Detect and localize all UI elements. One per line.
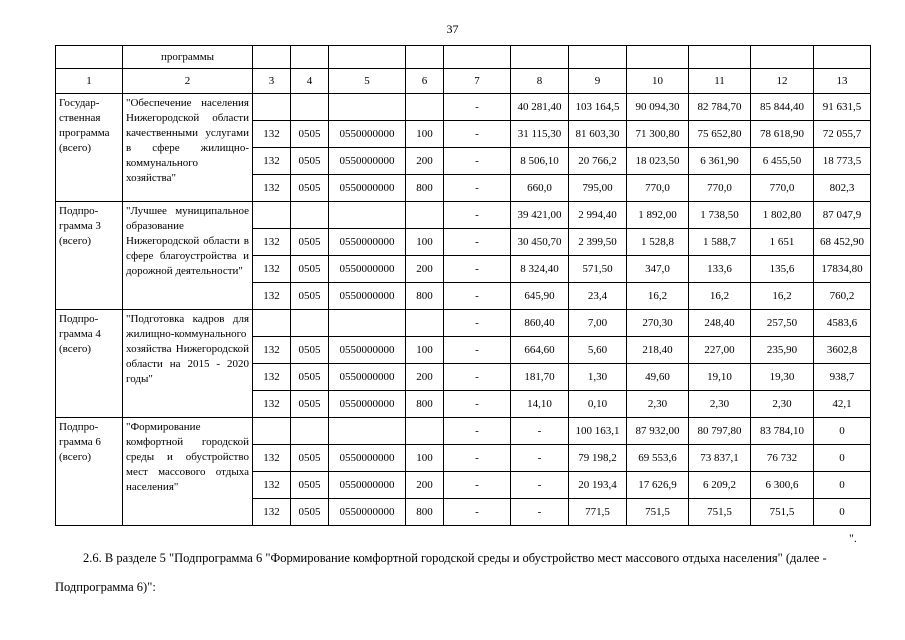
cell-c5: 0550000000 <box>329 256 406 283</box>
cell-c7: - <box>444 499 511 526</box>
cell-c13: 3602,8 <box>814 337 871 364</box>
cell-c9: 20 766,2 <box>569 148 627 175</box>
column-number: 1 <box>56 69 123 94</box>
cell-c8: 645,90 <box>511 283 569 310</box>
cell-c3 <box>253 310 291 337</box>
cell-c12: 83 784,10 <box>751 418 814 445</box>
column-number: 6 <box>406 69 444 94</box>
caption-header: программы <box>123 46 253 69</box>
cell-c13: 0 <box>814 499 871 526</box>
cell-c12: 78 618,90 <box>751 121 814 148</box>
cell-c9: 100 163,1 <box>569 418 627 445</box>
cell-c12: 2,30 <box>751 391 814 418</box>
cell-c11: 248,40 <box>689 310 751 337</box>
cell-c5: 0550000000 <box>329 472 406 499</box>
cell-c3: 132 <box>253 229 291 256</box>
cell-c10: 69 553,6 <box>627 445 689 472</box>
cell-c10: 347,0 <box>627 256 689 283</box>
cell-c10: 71 300,80 <box>627 121 689 148</box>
cell-c11: 80 797,80 <box>689 418 751 445</box>
column-number: 2 <box>123 69 253 94</box>
cell-c6: 800 <box>406 499 444 526</box>
cell-c7: - <box>444 202 511 229</box>
cell-c4: 0505 <box>291 148 329 175</box>
cell-c6: 100 <box>406 445 444 472</box>
cell-c13: 68 452,90 <box>814 229 871 256</box>
cell-c8: 860,40 <box>511 310 569 337</box>
cell-c8: 40 281,40 <box>511 94 569 121</box>
cell-c12: 235,90 <box>751 337 814 364</box>
cell-c3 <box>253 418 291 445</box>
paragraph-text: 2.6. В разделе 5 "Подпрограмма 6 "Формирование комфортной городской среды и обустройство мест массового отдыха населения" (далее - Подпрограмма 6)": <box>55 551 827 594</box>
program-name: Подпро-грамма 3 (всего) <box>56 202 123 310</box>
cell-c4 <box>291 202 329 229</box>
cell-c13: 0 <box>814 472 871 499</box>
column-number: 4 <box>291 69 329 94</box>
cell-c4: 0505 <box>291 229 329 256</box>
cell-c5: 0550000000 <box>329 121 406 148</box>
cell-c3 <box>253 202 291 229</box>
cell-c8: 8 506,10 <box>511 148 569 175</box>
cell-c6: 200 <box>406 148 444 175</box>
cell-c9: 0,10 <box>569 391 627 418</box>
column-number: 7 <box>444 69 511 94</box>
program-description: "Лучшее муниципальное образование Нижегородской области в сфере благоустройства и дорожной деятельности" <box>123 202 253 310</box>
cell-c10: 270,30 <box>627 310 689 337</box>
table-row <box>56 418 871 445</box>
cell-c12: 1 802,80 <box>751 202 814 229</box>
cell-c7: - <box>444 310 511 337</box>
table-row <box>56 94 871 121</box>
cell-c10: 16,2 <box>627 283 689 310</box>
cell-c3: 132 <box>253 148 291 175</box>
column-number: 9 <box>569 69 627 94</box>
cell-c10: 17 626,9 <box>627 472 689 499</box>
cell-c7: - <box>444 256 511 283</box>
cell-c11: 227,00 <box>689 337 751 364</box>
cell-c8: 30 450,70 <box>511 229 569 256</box>
cell-c7: - <box>444 283 511 310</box>
cell-c10: 2,30 <box>627 391 689 418</box>
cell-c10: 87 932,00 <box>627 418 689 445</box>
cell-c11: 75 652,80 <box>689 121 751 148</box>
cell-c4: 0505 <box>291 283 329 310</box>
cell-c7: - <box>444 94 511 121</box>
cell-c13: 18 773,5 <box>814 148 871 175</box>
cell-c8: - <box>511 418 569 445</box>
cell-c10: 218,40 <box>627 337 689 364</box>
cell-c4: 0505 <box>291 391 329 418</box>
cell-c12: 770,0 <box>751 175 814 202</box>
cell-c13: 4583,6 <box>814 310 871 337</box>
cell-c9: 2 994,40 <box>569 202 627 229</box>
program-description: "Формирование комфортной городской среды и обустройство мест массового отдыха населения" <box>123 418 253 526</box>
closing-mark: ". <box>849 531 857 545</box>
cell-c6 <box>406 202 444 229</box>
cell-c13: 938,7 <box>814 364 871 391</box>
cell-c5: 0550000000 <box>329 391 406 418</box>
cell-c9: 5,60 <box>569 337 627 364</box>
cell-c5: 0550000000 <box>329 283 406 310</box>
cell-c6 <box>406 310 444 337</box>
cell-c6: 100 <box>406 121 444 148</box>
cell-c11: 73 837,1 <box>689 445 751 472</box>
cell-c9: 571,50 <box>569 256 627 283</box>
cell-c6: 200 <box>406 256 444 283</box>
cell-c12: 85 844,40 <box>751 94 814 121</box>
cell-c5 <box>329 202 406 229</box>
table-row <box>56 202 871 229</box>
cell-c11: 82 784,70 <box>689 94 751 121</box>
cell-c5: 0550000000 <box>329 229 406 256</box>
cell-c8: 39 421,00 <box>511 202 569 229</box>
cell-c4: 0505 <box>291 364 329 391</box>
cell-c4 <box>291 310 329 337</box>
cell-c7: - <box>444 148 511 175</box>
cell-c9: 20 193,4 <box>569 472 627 499</box>
cell-c8: 660,0 <box>511 175 569 202</box>
cell-c9: 23,4 <box>569 283 627 310</box>
cell-c5 <box>329 310 406 337</box>
cell-c8: - <box>511 472 569 499</box>
cell-c11: 19,10 <box>689 364 751 391</box>
cell-c10: 90 094,30 <box>627 94 689 121</box>
cell-c3: 132 <box>253 121 291 148</box>
cell-c8: - <box>511 499 569 526</box>
column-number: 3 <box>253 69 291 94</box>
cell-c5: 0550000000 <box>329 337 406 364</box>
cell-c6: 100 <box>406 337 444 364</box>
cell-c12: 751,5 <box>751 499 814 526</box>
cell-c12: 19,30 <box>751 364 814 391</box>
cell-c6 <box>406 94 444 121</box>
cell-c13: 17834,80 <box>814 256 871 283</box>
cell-c6: 100 <box>406 229 444 256</box>
cell-c8: 8 324,40 <box>511 256 569 283</box>
cell-c12: 1 651 <box>751 229 814 256</box>
cell-c13: 802,3 <box>814 175 871 202</box>
cell-c5 <box>329 418 406 445</box>
cell-c11: 770,0 <box>689 175 751 202</box>
section-paragraph <box>55 544 870 602</box>
cell-c4: 0505 <box>291 445 329 472</box>
cell-c3: 132 <box>253 445 291 472</box>
program-description: "Обеспечение населения Нижегородской области качественными услугами в сфере жилищно-коммунального хозяйства" <box>123 94 253 202</box>
cell-c10: 1 892,00 <box>627 202 689 229</box>
cell-c9: 1,30 <box>569 364 627 391</box>
cell-c7: - <box>444 175 511 202</box>
cell-c13: 0 <box>814 418 871 445</box>
cell-c4: 0505 <box>291 337 329 364</box>
cell-c6: 200 <box>406 472 444 499</box>
cell-c4: 0505 <box>291 256 329 283</box>
cell-c9: 7,00 <box>569 310 627 337</box>
cell-c12: 76 732 <box>751 445 814 472</box>
cell-c9: 795,00 <box>569 175 627 202</box>
cell-c9: 2 399,50 <box>569 229 627 256</box>
cell-c5: 0550000000 <box>329 175 406 202</box>
cell-c11: 6 361,90 <box>689 148 751 175</box>
cell-c9: 771,5 <box>569 499 627 526</box>
cell-c3: 132 <box>253 256 291 283</box>
cell-c7: - <box>444 337 511 364</box>
cell-c3: 132 <box>253 337 291 364</box>
cell-c8: 181,70 <box>511 364 569 391</box>
cell-c12: 135,6 <box>751 256 814 283</box>
cell-c11: 751,5 <box>689 499 751 526</box>
cell-c11: 2,30 <box>689 391 751 418</box>
cell-c10: 1 528,8 <box>627 229 689 256</box>
cell-c6: 800 <box>406 175 444 202</box>
cell-c11: 6 209,2 <box>689 472 751 499</box>
cell-c3: 132 <box>253 364 291 391</box>
cell-c8: 31 115,30 <box>511 121 569 148</box>
cell-c10: 18 023,50 <box>627 148 689 175</box>
cell-c5: 0550000000 <box>329 499 406 526</box>
cell-c6: 800 <box>406 283 444 310</box>
page-number: 37 <box>446 22 459 36</box>
cell-c3: 132 <box>253 283 291 310</box>
cell-c5 <box>329 94 406 121</box>
cell-c3: 132 <box>253 472 291 499</box>
cell-c7: - <box>444 418 511 445</box>
cell-c13: 91 631,5 <box>814 94 871 121</box>
cell-c3: 132 <box>253 499 291 526</box>
cell-c4 <box>291 94 329 121</box>
cell-c12: 257,50 <box>751 310 814 337</box>
cell-c7: - <box>444 229 511 256</box>
cell-c12: 16,2 <box>751 283 814 310</box>
cell-c13: 87 047,9 <box>814 202 871 229</box>
cell-c6: 800 <box>406 391 444 418</box>
cell-c3 <box>253 94 291 121</box>
cell-c3: 132 <box>253 391 291 418</box>
cell-c5: 0550000000 <box>329 364 406 391</box>
cell-c6 <box>406 418 444 445</box>
cell-c8: 664,60 <box>511 337 569 364</box>
cell-c7: - <box>444 391 511 418</box>
column-number: 5 <box>329 69 406 94</box>
cell-c4 <box>291 418 329 445</box>
column-number: 11 <box>689 69 751 94</box>
cell-c7: - <box>444 364 511 391</box>
cell-c13: 0 <box>814 445 871 472</box>
cell-c8: - <box>511 445 569 472</box>
program-name: Подпро-грамма 4 (всего) <box>56 310 123 418</box>
cell-c11: 1 738,50 <box>689 202 751 229</box>
cell-c5: 0550000000 <box>329 148 406 175</box>
cell-c7: - <box>444 121 511 148</box>
cell-c12: 6 300,6 <box>751 472 814 499</box>
cell-c8: 14,10 <box>511 391 569 418</box>
budget-table <box>55 45 871 526</box>
cell-c4: 0505 <box>291 175 329 202</box>
caption-row <box>56 46 871 69</box>
cell-c4: 0505 <box>291 121 329 148</box>
cell-c3: 132 <box>253 175 291 202</box>
cell-c13: 760,2 <box>814 283 871 310</box>
cell-c6: 200 <box>406 364 444 391</box>
column-number: 8 <box>511 69 569 94</box>
cell-c13: 42,1 <box>814 391 871 418</box>
cell-c4: 0505 <box>291 499 329 526</box>
cell-c4: 0505 <box>291 472 329 499</box>
program-name: Государ-ственная программа (всего) <box>56 94 123 202</box>
cell-c12: 6 455,50 <box>751 148 814 175</box>
column-number-row <box>56 69 871 94</box>
cell-c7: - <box>444 445 511 472</box>
cell-c10: 751,5 <box>627 499 689 526</box>
column-number: 10 <box>627 69 689 94</box>
cell-c9: 103 164,5 <box>569 94 627 121</box>
program-description: "Подготовка кадров для жилищно-коммунального хозяйства Нижегородской области на 2015 - 2020 годы" <box>123 310 253 418</box>
table-row <box>56 310 871 337</box>
column-number: 12 <box>751 69 814 94</box>
cell-c13: 72 055,7 <box>814 121 871 148</box>
cell-c11: 16,2 <box>689 283 751 310</box>
cell-c9: 81 603,30 <box>569 121 627 148</box>
cell-c11: 133,6 <box>689 256 751 283</box>
cell-c10: 49,60 <box>627 364 689 391</box>
cell-c7: - <box>444 472 511 499</box>
cell-c10: 770,0 <box>627 175 689 202</box>
cell-c9: 79 198,2 <box>569 445 627 472</box>
cell-c11: 1 588,7 <box>689 229 751 256</box>
cell-c5: 0550000000 <box>329 445 406 472</box>
program-name: Подпро-грамма 6 (всего) <box>56 418 123 526</box>
column-number: 13 <box>814 69 871 94</box>
